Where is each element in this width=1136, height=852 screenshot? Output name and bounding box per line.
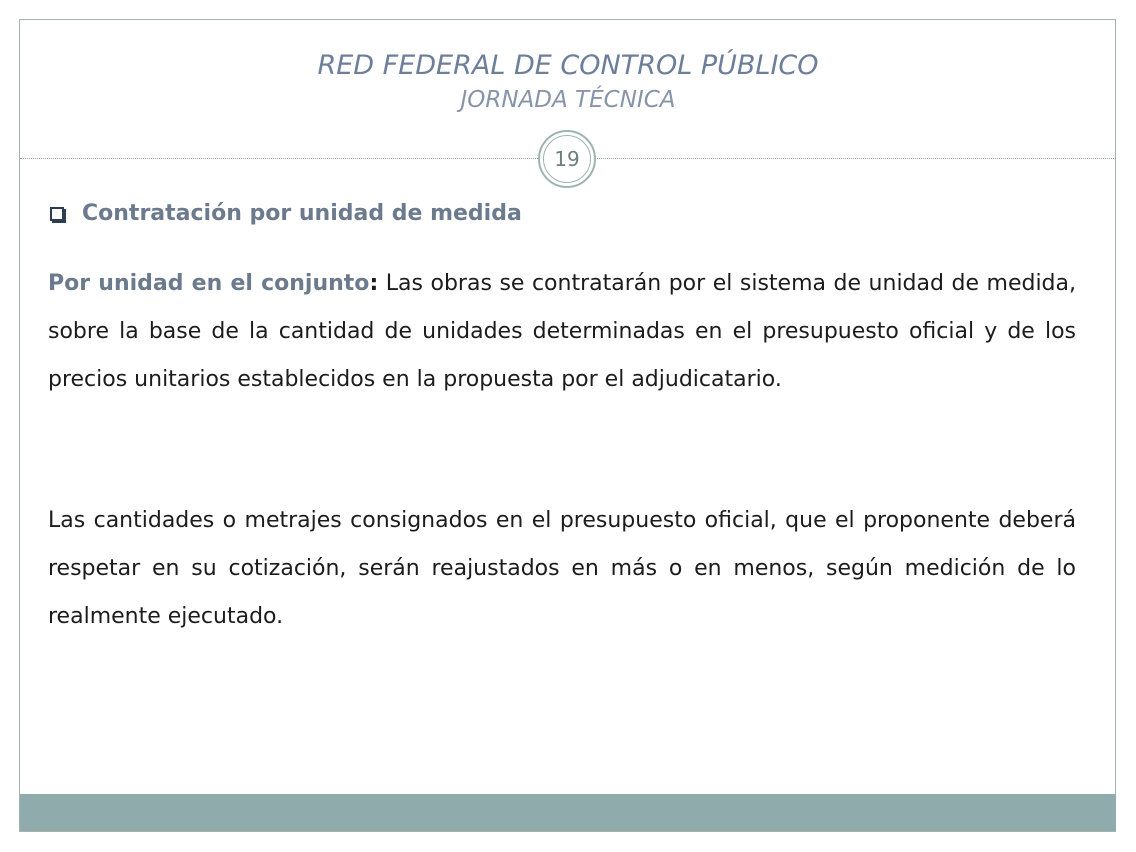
page-number-badge <box>538 130 596 188</box>
section-heading-text: Contratación por unidad de medida <box>82 200 522 226</box>
page-number: 19 <box>543 135 591 183</box>
checkbox-square-icon <box>50 207 64 221</box>
paragraph-2-body: Las cantidades o metrajes consignados en el presupuesto oficial, que el proponente deberá respetar en su cotización, serán reajustados en más o en menos, según medición de lo realmente ejecutado. <box>48 508 1076 629</box>
paragraph-1-lead: Por unidad en el conjunto <box>48 271 370 296</box>
header-title: RED FEDERAL DE CONTROL PÚBLICO <box>317 50 819 81</box>
paragraph-1 <box>48 260 1076 404</box>
paragraph-1-colon: : <box>369 271 379 296</box>
header-subtitle: JORNADA TÉCNICA <box>460 87 676 113</box>
paragraph-2 <box>48 497 1076 641</box>
section-heading <box>50 196 522 230</box>
paragraph-1-body: Las obras se contratarán por el sistema de unidad de medida, sobre la base de la cantidad de unidades determinadas en el presupuesto oficial y de los precios unitarios establecidos en la propuesta por el adjudicatario. <box>48 271 1076 392</box>
footer-bar <box>20 794 1116 831</box>
